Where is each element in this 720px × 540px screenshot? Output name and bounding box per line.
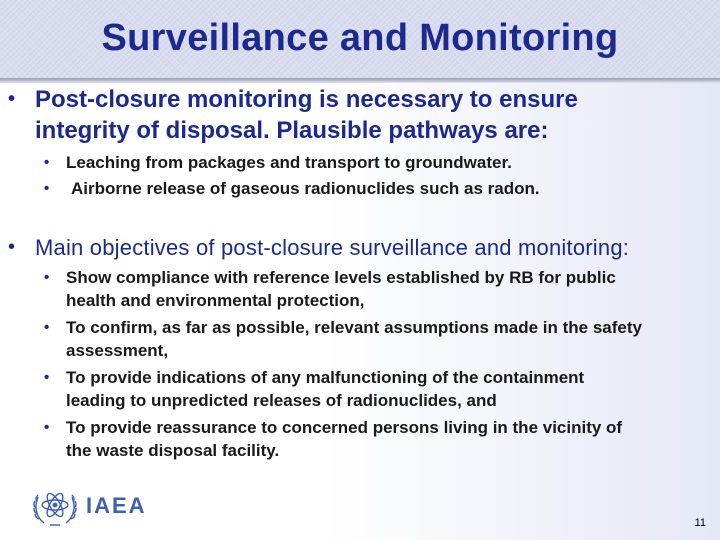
- bullet-item: [8, 232, 708, 263]
- text-line: Main objectives of post-closure surveillance and monitoring:: [35, 235, 630, 260]
- text-line: leading to unpredicted releases of radionuclides, and: [66, 391, 497, 410]
- text-line: To provide reassurance to concerned persons living in the vicinity of: [66, 418, 623, 437]
- iaea-emblem-icon: [30, 481, 80, 531]
- sub-bullet-text: [71, 177, 540, 200]
- text-line: Post-closure monitoring is necessary to ensure: [35, 86, 578, 113]
- text-line: integrity of disposal. Plausible pathways are:: [35, 117, 549, 144]
- bullet-item: [8, 84, 708, 146]
- bullet-dot: •: [44, 369, 50, 386]
- page-number: 11: [694, 517, 706, 529]
- sub-bullet-item: [44, 266, 716, 312]
- sub-bullet-text: [66, 151, 512, 174]
- bullet-dot: •: [44, 419, 50, 436]
- sub-bullet-text: [66, 416, 622, 462]
- sub-bullet-item: [44, 177, 704, 200]
- text-line: To confirm, as far as possible, relevant assumptions made in the safety: [66, 318, 642, 337]
- sub-bullet-item: [44, 151, 704, 174]
- sub-bullet-text: [66, 366, 584, 412]
- sub-bullet-item: [44, 416, 716, 462]
- bullet-text: [35, 84, 578, 146]
- sub-bullet-item: [44, 366, 716, 412]
- bullet-dot: •: [44, 269, 50, 286]
- sub-bullet-item: [44, 316, 716, 362]
- slide-title: Surveillance and Monitoring: [101, 17, 619, 59]
- sub-bullet-text: [66, 266, 616, 312]
- text-line: assessment,: [66, 341, 169, 360]
- bullet-dot: •: [8, 88, 16, 110]
- bullet-text: [35, 232, 629, 263]
- bullet-dot: •: [44, 319, 50, 336]
- sub-bullet-text: [66, 316, 642, 362]
- bullet-dot: •: [8, 236, 16, 258]
- iaea-logo-text: IAEA: [86, 493, 147, 518]
- bullet-dot: •: [44, 154, 50, 171]
- title-divider: [0, 78, 720, 83]
- text-line: health and environmental protection,: [66, 291, 365, 310]
- text-line: To provide indications of any malfunctioning of the containment: [66, 368, 585, 387]
- text-line: Airborne release of gaseous radionuclides such as radon.: [71, 179, 540, 198]
- bullet-dot: •: [44, 180, 50, 197]
- text-line: Leaching from packages and transport to groundwater.: [66, 153, 512, 172]
- text-line: Show compliance with reference levels established by RB for public: [66, 268, 616, 287]
- text-line: the waste disposal facility.: [66, 441, 280, 460]
